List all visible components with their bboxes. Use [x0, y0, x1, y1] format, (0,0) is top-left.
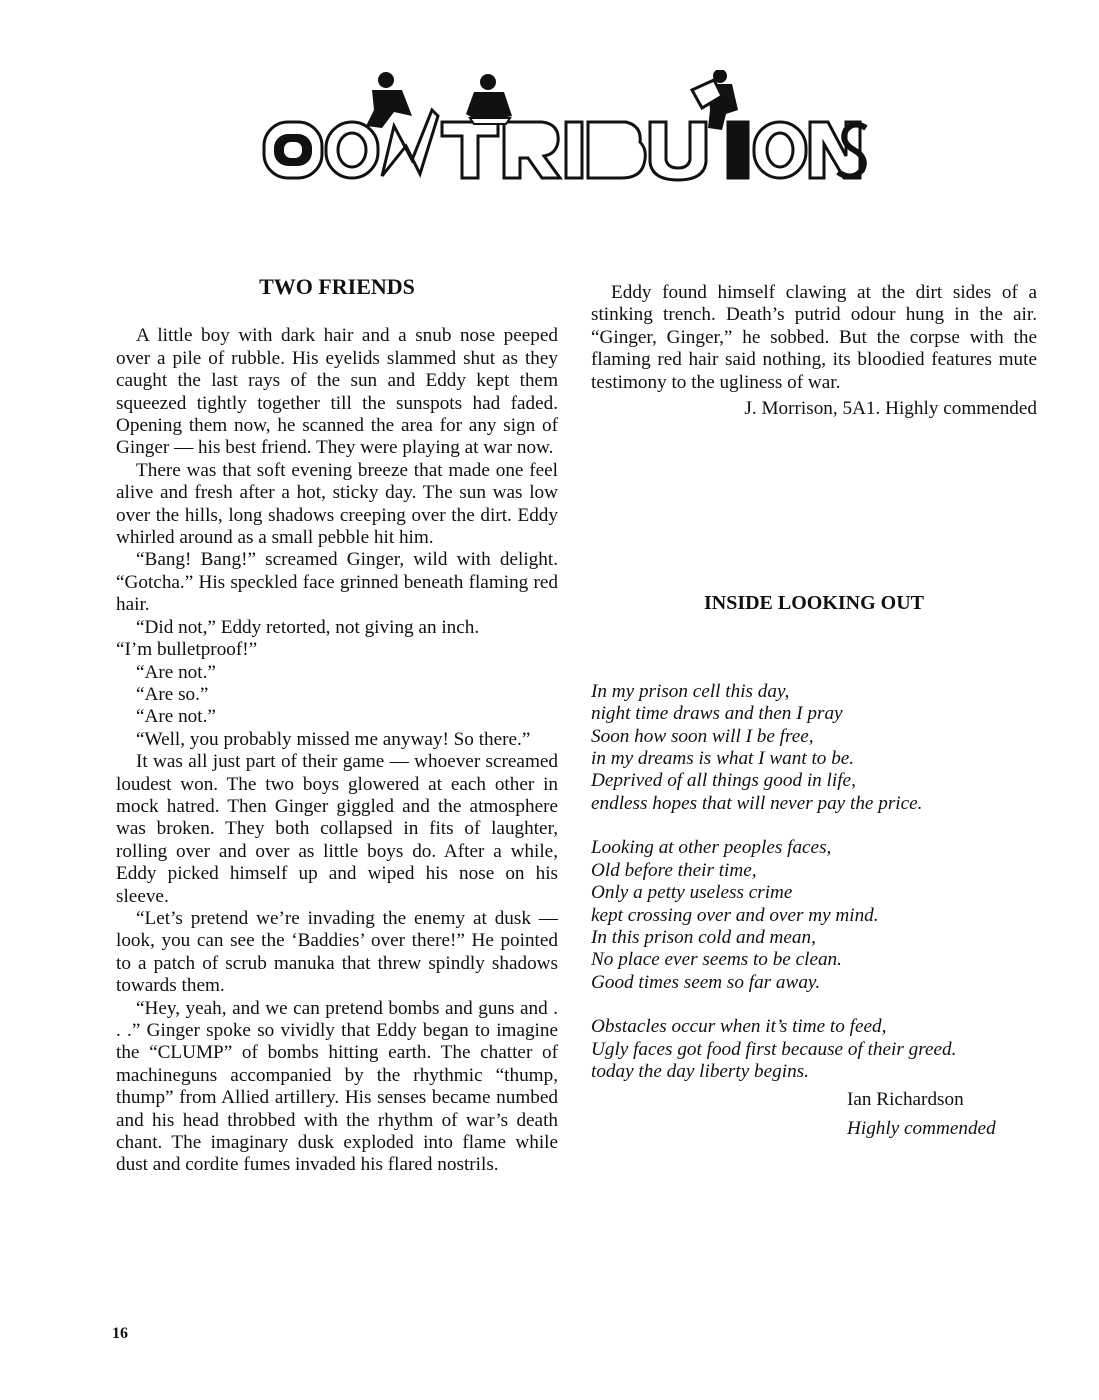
story-paragraph: It was all just part of their game — whoever screamed loudest won. The two boys glowered at each other in mock hatred. Then Ginger giggled and the atmosphere was broken. They both collapsed in fits of laughter, rolling over and over as little boys do. After a while, Eddy picked himself up and wiped his nose on his sleeve.	[116, 751, 558, 907]
poem-line: No place ever seems to be clean.	[591, 949, 842, 971]
poem-stanza-1	[591, 681, 1037, 815]
poem-line: Deprived of all things good in life,	[591, 770, 856, 792]
poem-line: today the day liberty begins.	[591, 1060, 809, 1082]
story-paragraph: “Are so.”	[136, 683, 209, 705]
poem-signature	[847, 1089, 1037, 1140]
story-byline: J. Morrison, 5A1. Highly commended	[744, 398, 1037, 420]
poem-body	[591, 681, 1037, 1084]
poem-line: Only a petty useless crime	[591, 882, 793, 904]
story-paragraph: There was that soft evening breeze that made one feel alive and fresh after a hot, sticky day. The sun was low over the hills, long shadows creeping over the dirt. Eddy whirled around as a small pebble hit him.	[116, 459, 558, 549]
page-number: 16	[112, 1325, 128, 1342]
story-paragraph: A little boy with dark hair and a snub nose peeped over a pile of rubble. His eyelids slammed shut as they caught the last rays of the sun and Eddy kept them squeezed tightly together till the sunspots had faded. Opening them now, he scanned the area for any sign of Ginger — his best friend. They were playing at war now.	[116, 325, 558, 459]
poem-title: INSIDE LOOKING OUT	[703, 592, 925, 615]
right-column	[591, 282, 1037, 1140]
story-paragraph: Eddy found himself clawing at the dirt sides of a stinking trench. Death’s putrid odour hung in the air. “Ginger, Ginger,” he sobbed. But the corpse with the flaming red hair said nothing, its bloodied features mute testimony to the ugliness of war.	[591, 282, 1037, 393]
story-paragraph: “Well, you probably missed me anyway! So there.”	[136, 728, 531, 750]
story-title: TWO FRIENDS	[259, 274, 415, 299]
poem-line: night time draws and then I pray	[591, 703, 843, 725]
contributions-banner-art	[262, 70, 882, 190]
poem-line: Obstacles occur when it’s time to feed,	[591, 1016, 887, 1038]
story-paragraph: “Hey, yeah, and we can pretend bombs and guns and . . .” Ginger spoke so vividly that Eddy began to imagine the “CLUMP” of bombs hitting earth. The chatter of machineguns accompanied by the rhythmic “thump, thump” from Allied artillery. His senses became numbed and his head throbbed with the rhythm of war’s death chant. The imaginary dusk exploded into flame while dust and cordite fumes invaded his flared nostrils.	[116, 997, 558, 1176]
poem-line: Ugly faces got food first because of their greed.	[591, 1038, 957, 1060]
poem-commendation: Highly commended	[847, 1117, 996, 1139]
story-paragraph: “I’m bulletproof!”	[116, 639, 258, 661]
poem-author: Ian Richardson	[847, 1089, 964, 1111]
poem-stanza-3	[591, 1016, 1037, 1083]
poem-line: Looking at other peoples faces,	[591, 837, 832, 859]
story-paragraph: “Are not.”	[136, 706, 216, 728]
poem-line: In this prison cold and mean,	[591, 926, 816, 948]
story-paragraph: “Are not.”	[136, 661, 216, 683]
story-paragraph: “Let’s pretend we’re invading the enemy at dusk — look, you can see the ‘Baddies’ over there!” He pointed to a patch of scrub manuka that threw spindly shadows towards them.	[116, 907, 558, 997]
poem-line: In my prison cell this day,	[591, 680, 790, 702]
story-column-left	[116, 276, 558, 1177]
poem-stanza-2	[591, 837, 1037, 994]
poem-line: Soon how soon will I be free,	[591, 725, 814, 747]
poem-line: endless hopes that will never pay the price.	[591, 792, 923, 814]
story-paragraph: “Did not,” Eddy retorted, not giving an inch.	[136, 616, 480, 638]
poem-line: Good times seem so far away.	[591, 971, 821, 993]
poem-line: kept crossing over and over my mind.	[591, 904, 879, 926]
poem-line: in my dreams is what I want to be.	[591, 748, 855, 770]
contributions-banner	[262, 70, 882, 190]
poem-line: Old before their time,	[591, 859, 757, 881]
story-paragraph: “Bang! Bang!” screamed Ginger, wild with delight. “Gotcha.” His speckled face grinned beneath flaming red hair.	[116, 549, 558, 616]
